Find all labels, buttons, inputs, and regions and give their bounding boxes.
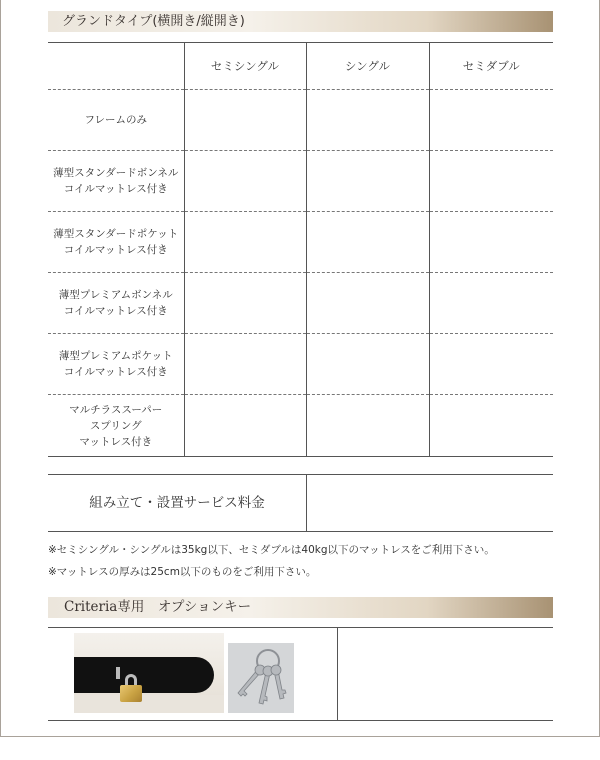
price-cell: [429, 334, 553, 395]
note-weight-limit: ※セミシングル・シングルは35kg以下、セミダブルは40kg以下のマットレスをご利用下さい。: [48, 544, 495, 556]
service-fee-value: [306, 475, 554, 531]
section-title: Criteria専用 オプションキー: [64, 599, 252, 615]
note-thickness-limit: ※マットレスの厚みは25cm以下のものをご利用下さい。: [48, 566, 317, 578]
row-label-line: 薄型プレミアムボンネル: [58, 289, 173, 301]
row-label-line: 薄型スタンダードポケット: [53, 228, 179, 240]
section-header-option-key: [48, 597, 553, 618]
assembly-service-fee: [48, 474, 553, 532]
row-label-multi-lath: [48, 395, 184, 457]
table-row: [48, 90, 553, 151]
row-label-line: コイルマットレス付き: [63, 305, 168, 317]
row-label-premium-pocket: [48, 334, 184, 395]
section-title: グランドタイプ(横開き/縦開き): [62, 14, 245, 29]
column-header-semi-double: セミダブル: [429, 43, 553, 90]
price-cell: [184, 90, 306, 151]
price-cell: [429, 273, 553, 334]
price-cell: [429, 212, 553, 273]
row-label-line: マットレス付き: [79, 435, 153, 448]
price-cell: [184, 334, 306, 395]
frame-bottom-border: [0, 736, 600, 737]
option-key-divider: [337, 628, 338, 720]
price-cell: [184, 395, 306, 457]
service-fee-label: 組み立て・設置サービス料金: [89, 495, 265, 511]
keys-photo: [228, 643, 294, 713]
row-label-line: 薄型スタンダードボンネル: [53, 167, 179, 179]
price-cell: [429, 90, 553, 151]
option-key-row: [48, 627, 553, 721]
price-cell: [306, 395, 429, 457]
table-row: [48, 334, 553, 395]
table-row: [48, 151, 553, 212]
price-cell: [306, 273, 429, 334]
price-cell: [306, 151, 429, 212]
row-label-line: コイルマットレス付き: [63, 366, 168, 378]
row-label-standard-pocket: [48, 212, 184, 273]
row-label-line: コイルマットレス付き: [63, 183, 168, 195]
row-label-line: コイルマットレス付き: [63, 244, 168, 256]
padlock-icon: [120, 685, 142, 702]
frame-left-border: [0, 0, 1, 737]
row-label-premium-bonnell: [48, 273, 184, 334]
header-corner-cell: [48, 43, 184, 90]
price-cell: [184, 151, 306, 212]
price-cell: [306, 212, 429, 273]
table-header-row: [48, 43, 553, 90]
keys-icon: [228, 643, 294, 713]
bed-lock-photo: [74, 633, 224, 713]
section-header-grand-type: [48, 11, 553, 32]
row-label-line: スプリング: [89, 419, 142, 432]
table-row: [48, 395, 553, 457]
price-cell: [429, 395, 553, 457]
table-row: [48, 273, 553, 334]
row-label-line: 薄型プレミアムポケット: [58, 350, 173, 362]
column-header-semi-single: セミシングル: [184, 43, 306, 90]
row-label-standard-bonnell: [48, 151, 184, 212]
price-cell: [306, 90, 429, 151]
row-label-line: マルチラススーパー: [69, 403, 163, 416]
drawer-slot-shape: [74, 657, 214, 693]
price-cell: [429, 151, 553, 212]
column-header-single: シングル: [306, 43, 429, 90]
price-cell: [306, 334, 429, 395]
table-row: [48, 212, 553, 273]
price-cell: [184, 212, 306, 273]
row-label-line: フレームのみ: [84, 114, 148, 126]
size-price-table: [48, 42, 553, 457]
price-cell: [184, 273, 306, 334]
bed-base-shape: [74, 695, 224, 713]
hasp-shape: [116, 667, 120, 679]
row-label-frame-only: [48, 90, 184, 151]
